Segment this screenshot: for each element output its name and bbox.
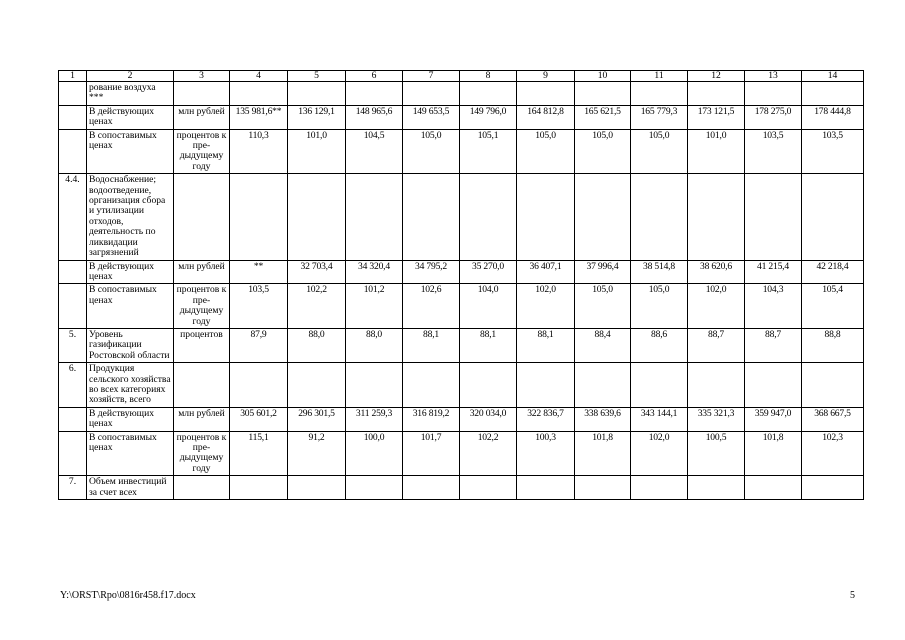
value-cell <box>745 82 802 106</box>
value-cell <box>460 476 517 500</box>
indicator-label: Уровень газификации Ростовской области <box>87 328 174 362</box>
value-cell: 136 129,1 <box>288 105 346 129</box>
value-cell <box>802 82 864 106</box>
value-cell <box>575 363 631 408</box>
value-cell: 35 270,0 <box>460 260 517 284</box>
column-number: 7 <box>403 71 460 82</box>
value-cell: 178 275,0 <box>745 105 802 129</box>
value-cell: 316 819,2 <box>403 407 460 431</box>
row-index: 4.4. <box>59 174 87 260</box>
value-cell: 102,0 <box>688 284 745 329</box>
value-cell: 115,1 <box>230 431 288 476</box>
indicator-label: Объем инвестиций за счет всех <box>87 476 174 500</box>
value-cell <box>346 174 403 260</box>
value-cell: 359 947,0 <box>745 407 802 431</box>
value-cell: 105,0 <box>631 284 688 329</box>
value-cell <box>802 174 864 260</box>
indicator-label: В сопоставимых ценах <box>87 129 174 174</box>
value-cell: 103,5 <box>230 284 288 329</box>
value-cell <box>631 82 688 106</box>
value-cell: 88,8 <box>802 328 864 362</box>
value-cell: 38 620,6 <box>688 260 745 284</box>
value-cell: 100,0 <box>346 431 403 476</box>
value-cell: 102,2 <box>288 284 346 329</box>
value-cell: 322 836,7 <box>517 407 575 431</box>
value-cell: 91,2 <box>288 431 346 476</box>
indicator-label: Продукция сельского хозяйства во всех категориях хозяйств, всего <box>87 363 174 408</box>
column-number: 4 <box>230 71 288 82</box>
column-number: 12 <box>688 71 745 82</box>
column-number: 14 <box>802 71 864 82</box>
value-cell: 305 601,2 <box>230 407 288 431</box>
value-cell: 103,5 <box>745 129 802 174</box>
table-row <box>59 363 864 408</box>
table-row <box>59 82 864 106</box>
table-row <box>59 105 864 129</box>
value-cell: ** <box>230 260 288 284</box>
value-cell: 87,9 <box>230 328 288 362</box>
unit-label <box>174 363 230 408</box>
column-number: 6 <box>346 71 403 82</box>
value-cell: 296 301,5 <box>288 407 346 431</box>
unit-label: процентов к пре-дыдущему году <box>174 284 230 329</box>
table-body <box>59 71 864 500</box>
unit-label: процентов к пре-дыдущему году <box>174 129 230 174</box>
value-cell <box>575 174 631 260</box>
value-cell: 149 653,5 <box>403 105 460 129</box>
value-cell <box>631 363 688 408</box>
table-row <box>59 328 864 362</box>
value-cell <box>230 363 288 408</box>
value-cell: 110,3 <box>230 129 288 174</box>
value-cell: 101,0 <box>688 129 745 174</box>
table-row <box>59 260 864 284</box>
value-cell <box>460 82 517 106</box>
unit-label: млн рублей <box>174 105 230 129</box>
column-number: 11 <box>631 71 688 82</box>
value-cell <box>688 363 745 408</box>
column-number: 9 <box>517 71 575 82</box>
document-page <box>58 70 863 500</box>
value-cell <box>288 363 346 408</box>
value-cell <box>745 476 802 500</box>
value-cell <box>517 174 575 260</box>
value-cell <box>230 476 288 500</box>
column-number: 13 <box>745 71 802 82</box>
value-cell <box>631 174 688 260</box>
value-cell: 104,3 <box>745 284 802 329</box>
value-cell: 102,0 <box>631 431 688 476</box>
row-index <box>59 105 87 129</box>
value-cell: 105,4 <box>802 284 864 329</box>
value-cell: 105,0 <box>517 129 575 174</box>
value-cell: 34 795,2 <box>403 260 460 284</box>
unit-label: млн рублей <box>174 407 230 431</box>
indicator-label: В сопоставимых ценах <box>87 431 174 476</box>
value-cell: 148 965,6 <box>346 105 403 129</box>
value-cell: 42 218,4 <box>802 260 864 284</box>
value-cell <box>403 82 460 106</box>
value-cell: 37 996,4 <box>575 260 631 284</box>
value-cell: 101,2 <box>346 284 403 329</box>
value-cell: 343 144,1 <box>631 407 688 431</box>
row-index <box>59 431 87 476</box>
table-row <box>59 476 864 500</box>
unit-label: процентов <box>174 328 230 362</box>
unit-label <box>174 174 230 260</box>
value-cell: 88,7 <box>745 328 802 362</box>
column-number: 2 <box>87 71 174 82</box>
row-index <box>59 82 87 106</box>
value-cell: 311 259,3 <box>346 407 403 431</box>
row-index <box>59 129 87 174</box>
value-cell: 88,1 <box>517 328 575 362</box>
value-cell: 32 703,4 <box>288 260 346 284</box>
table-row <box>59 284 864 329</box>
table-row <box>59 129 864 174</box>
value-cell: 105,0 <box>575 129 631 174</box>
column-number: 5 <box>288 71 346 82</box>
value-cell <box>517 82 575 106</box>
value-cell: 102,3 <box>802 431 864 476</box>
value-cell: 173 121,5 <box>688 105 745 129</box>
value-cell: 102,0 <box>517 284 575 329</box>
value-cell: 178 444,8 <box>802 105 864 129</box>
page-number: 5 <box>850 590 855 601</box>
column-number-row <box>59 71 864 82</box>
value-cell <box>575 476 631 500</box>
value-cell: 100,5 <box>688 431 745 476</box>
value-cell <box>631 476 688 500</box>
row-index <box>59 284 87 329</box>
value-cell: 34 320,4 <box>346 260 403 284</box>
row-index <box>59 407 87 431</box>
value-cell: 320 034,0 <box>460 407 517 431</box>
value-cell <box>688 174 745 260</box>
value-cell <box>688 476 745 500</box>
value-cell <box>802 363 864 408</box>
value-cell: 101,8 <box>745 431 802 476</box>
row-index <box>59 260 87 284</box>
value-cell: 104,5 <box>346 129 403 174</box>
indicator-label: Водоснабжение; водоотведение, организация сбора и утилизации отходов, деятельность по ликвидации загрязнений <box>87 174 174 260</box>
value-cell: 102,6 <box>403 284 460 329</box>
value-cell: 135 981,6** <box>230 105 288 129</box>
unit-label: процентов к пре-дыдущему году <box>174 431 230 476</box>
value-cell: 335 321,3 <box>688 407 745 431</box>
column-number: 8 <box>460 71 517 82</box>
row-index: 6. <box>59 363 87 408</box>
value-cell: 165 621,5 <box>575 105 631 129</box>
value-cell: 105,1 <box>460 129 517 174</box>
value-cell: 88,7 <box>688 328 745 362</box>
table-row <box>59 431 864 476</box>
value-cell: 88,0 <box>346 328 403 362</box>
value-cell: 38 514,8 <box>631 260 688 284</box>
indicators-table <box>58 70 864 500</box>
value-cell: 101,0 <box>288 129 346 174</box>
value-cell <box>230 82 288 106</box>
value-cell: 88,1 <box>460 328 517 362</box>
value-cell <box>460 174 517 260</box>
value-cell <box>346 476 403 500</box>
value-cell <box>346 82 403 106</box>
row-index: 5. <box>59 328 87 362</box>
value-cell: 164 812,8 <box>517 105 575 129</box>
column-number: 1 <box>59 71 87 82</box>
value-cell: 338 639,6 <box>575 407 631 431</box>
indicator-label: В действующих ценах <box>87 407 174 431</box>
value-cell <box>517 363 575 408</box>
value-cell: 88,4 <box>575 328 631 362</box>
file-path-footer: Y:\ORST\Rpo\0816r458.f17.docx <box>60 590 196 601</box>
value-cell: 100,3 <box>517 431 575 476</box>
indicator-label: рование воздуха *** <box>87 82 174 106</box>
value-cell: 101,7 <box>403 431 460 476</box>
value-cell: 105,0 <box>575 284 631 329</box>
value-cell <box>403 476 460 500</box>
value-cell: 102,2 <box>460 431 517 476</box>
row-index: 7. <box>59 476 87 500</box>
value-cell: 88,1 <box>403 328 460 362</box>
value-cell <box>403 363 460 408</box>
value-cell <box>688 82 745 106</box>
value-cell: 36 407,1 <box>517 260 575 284</box>
value-cell: 88,6 <box>631 328 688 362</box>
table-row <box>59 407 864 431</box>
value-cell <box>745 363 802 408</box>
value-cell: 103,5 <box>802 129 864 174</box>
value-cell: 88,0 <box>288 328 346 362</box>
value-cell <box>230 174 288 260</box>
value-cell: 41 215,4 <box>745 260 802 284</box>
value-cell: 104,0 <box>460 284 517 329</box>
indicator-label: В действующих ценах <box>87 260 174 284</box>
indicator-label: В действующих ценах <box>87 105 174 129</box>
value-cell <box>346 363 403 408</box>
indicator-label: В сопоставимых ценах <box>87 284 174 329</box>
value-cell <box>288 174 346 260</box>
value-cell <box>802 476 864 500</box>
unit-label: млн рублей <box>174 260 230 284</box>
value-cell <box>288 476 346 500</box>
value-cell: 149 796,0 <box>460 105 517 129</box>
value-cell <box>460 363 517 408</box>
column-number: 10 <box>575 71 631 82</box>
unit-label <box>174 82 230 106</box>
value-cell: 105,0 <box>631 129 688 174</box>
value-cell <box>575 82 631 106</box>
value-cell <box>403 174 460 260</box>
value-cell: 368 667,5 <box>802 407 864 431</box>
column-number: 3 <box>174 71 230 82</box>
value-cell <box>745 174 802 260</box>
table-row <box>59 174 864 260</box>
value-cell: 101,8 <box>575 431 631 476</box>
value-cell <box>517 476 575 500</box>
unit-label <box>174 476 230 500</box>
value-cell: 105,0 <box>403 129 460 174</box>
value-cell <box>288 82 346 106</box>
value-cell: 165 779,3 <box>631 105 688 129</box>
